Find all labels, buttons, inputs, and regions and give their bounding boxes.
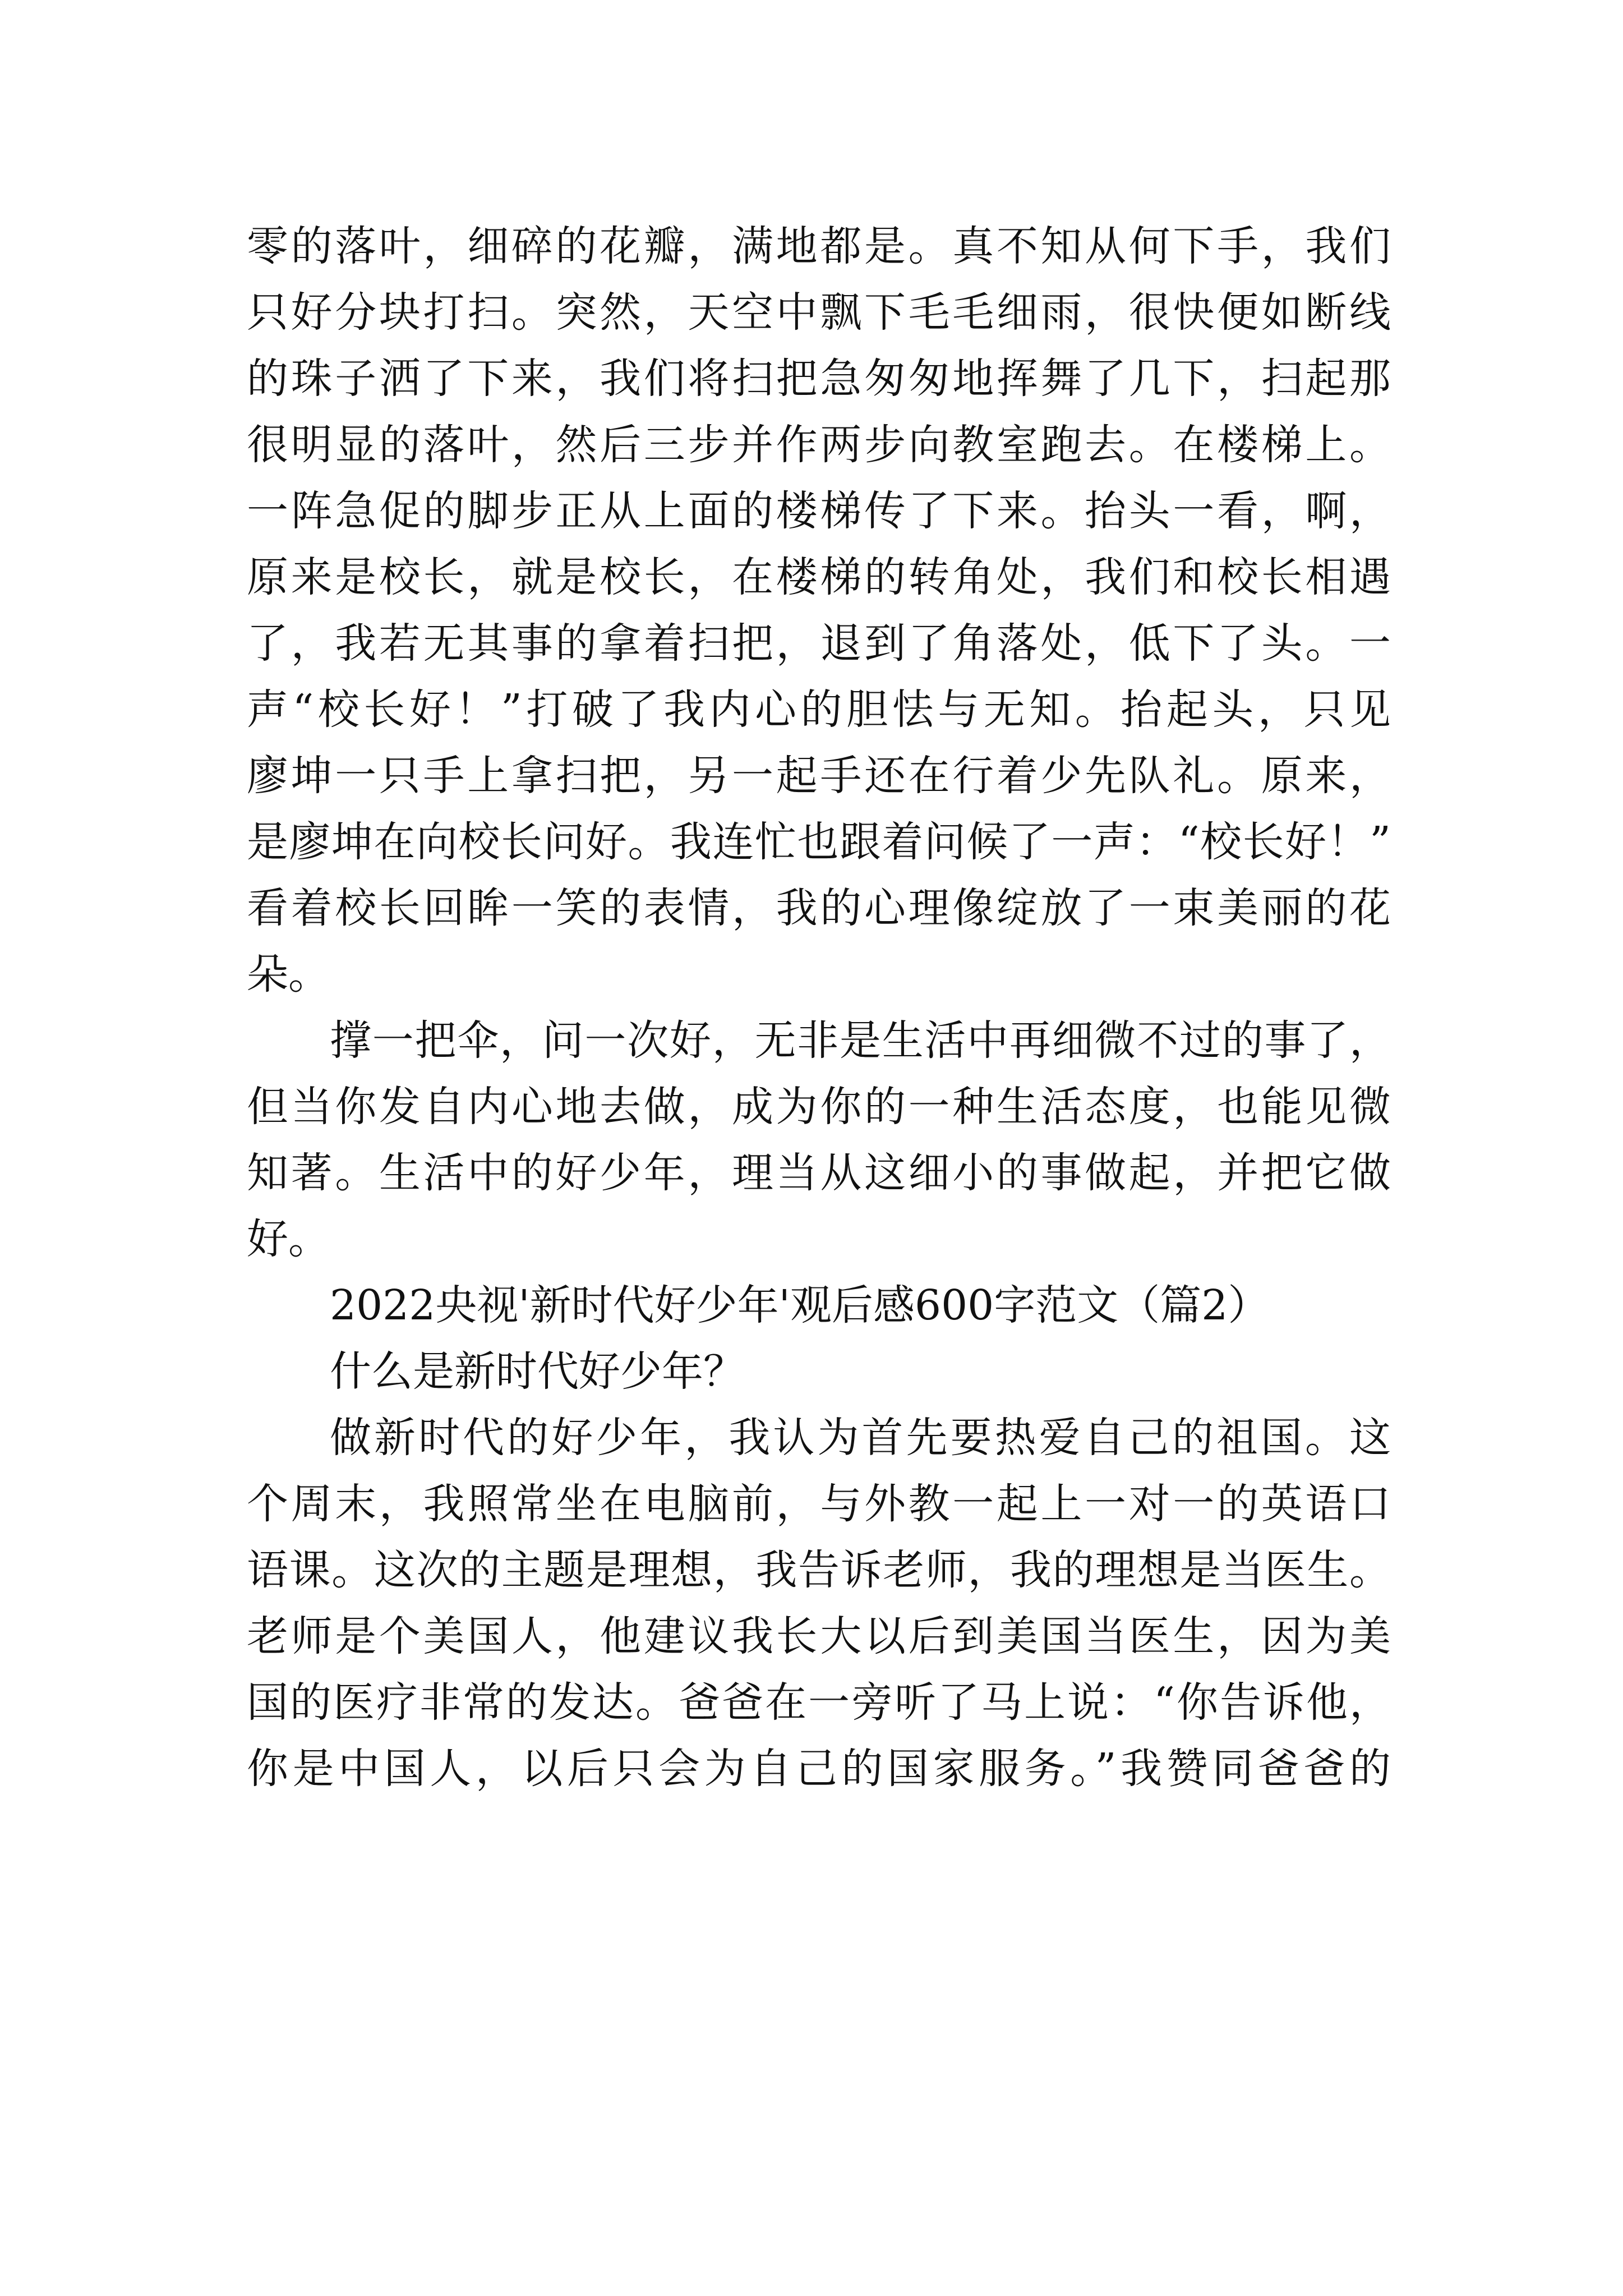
paragraph-2 [247, 1007, 1391, 1272]
text-line: 朵。 [247, 950, 330, 999]
text-line: 国的医疗非常的发达。爸爸在一旁听了马上说：“你告诉他， [247, 1678, 1391, 1727]
text-line: 语课。这次的主题是理想，我告诉老师，我的理想是当医生。 [247, 1546, 1391, 1594]
text-line: 好。 [247, 1215, 330, 1263]
text-line: 你是中国人，以后只会为自己的国家服务。”我赞同爸爸的 [247, 1745, 1391, 1793]
text-line: 个周末，我照常坐在电脑前，与外教一起上一对一的英语口 [247, 1480, 1391, 1528]
text-line: 老师是个美国人，他建议我长大以后到美国当医生，因为美 [247, 1612, 1391, 1660]
text-line: 看着校长回眸一笑的表情，我的心理像绽放了一束美丽的花 [247, 884, 1391, 932]
document-body [247, 213, 1391, 1802]
section-heading: 2022央视'新时代好少年'观后感600字范文（篇2） [330, 1281, 1270, 1329]
text-line: 廖坤一只手上拿扫把，另一起手还在行着少先队礼。原来， [247, 752, 1391, 800]
text-line: 了，我若无其事的拿着扫把，退到了角落处，低下了头。一 [247, 619, 1391, 668]
text-line: 知著。生活中的好少年，理当从这细小的事做起，并把它做 [247, 1149, 1391, 1197]
paragraph-3 [247, 1405, 1391, 1802]
text-line: 撑一把伞，问一次好，无非是生活中再细微不过的事了， [330, 1016, 1391, 1065]
text-line: 零的落叶，细碎的花瓣，满地都是。真不知从何下手，我们 [247, 222, 1391, 270]
text-line: 只好分块打扫。突然，天空中飘下毛毛细雨，很快便如断线 [247, 288, 1391, 337]
text-line: 很明显的落叶，然后三步并作两步向教室跑去。在楼梯上。 [247, 421, 1391, 469]
paragraph-1 [247, 213, 1391, 1007]
section-subheading: 什么是新时代好少年？ [330, 1347, 745, 1396]
text-line: 做新时代的好少年，我认为首先要热爱自己的祖国。这 [330, 1414, 1391, 1462]
text-line: 的珠子洒了下来，我们将扫把急匆匆地挥舞了几下，扫起那 [247, 355, 1391, 403]
text-line: 声“校长好！”打破了我内心的胆怯与无知。抬起头，只见 [247, 685, 1391, 734]
text-line: 是廖坤在向校长问好。我连忙也跟着问候了一声：“校长好！” [247, 818, 1391, 866]
text-line: 一阵急促的脚步正从上面的楼梯传了下来。抬头一看，啊， [247, 487, 1391, 535]
text-line: 但当你发自内心地去做，成为你的一种生活态度，也能见微 [247, 1083, 1391, 1131]
text-line: 原来是校长，就是校长，在楼梯的转角处，我们和校长相遇 [247, 553, 1391, 601]
